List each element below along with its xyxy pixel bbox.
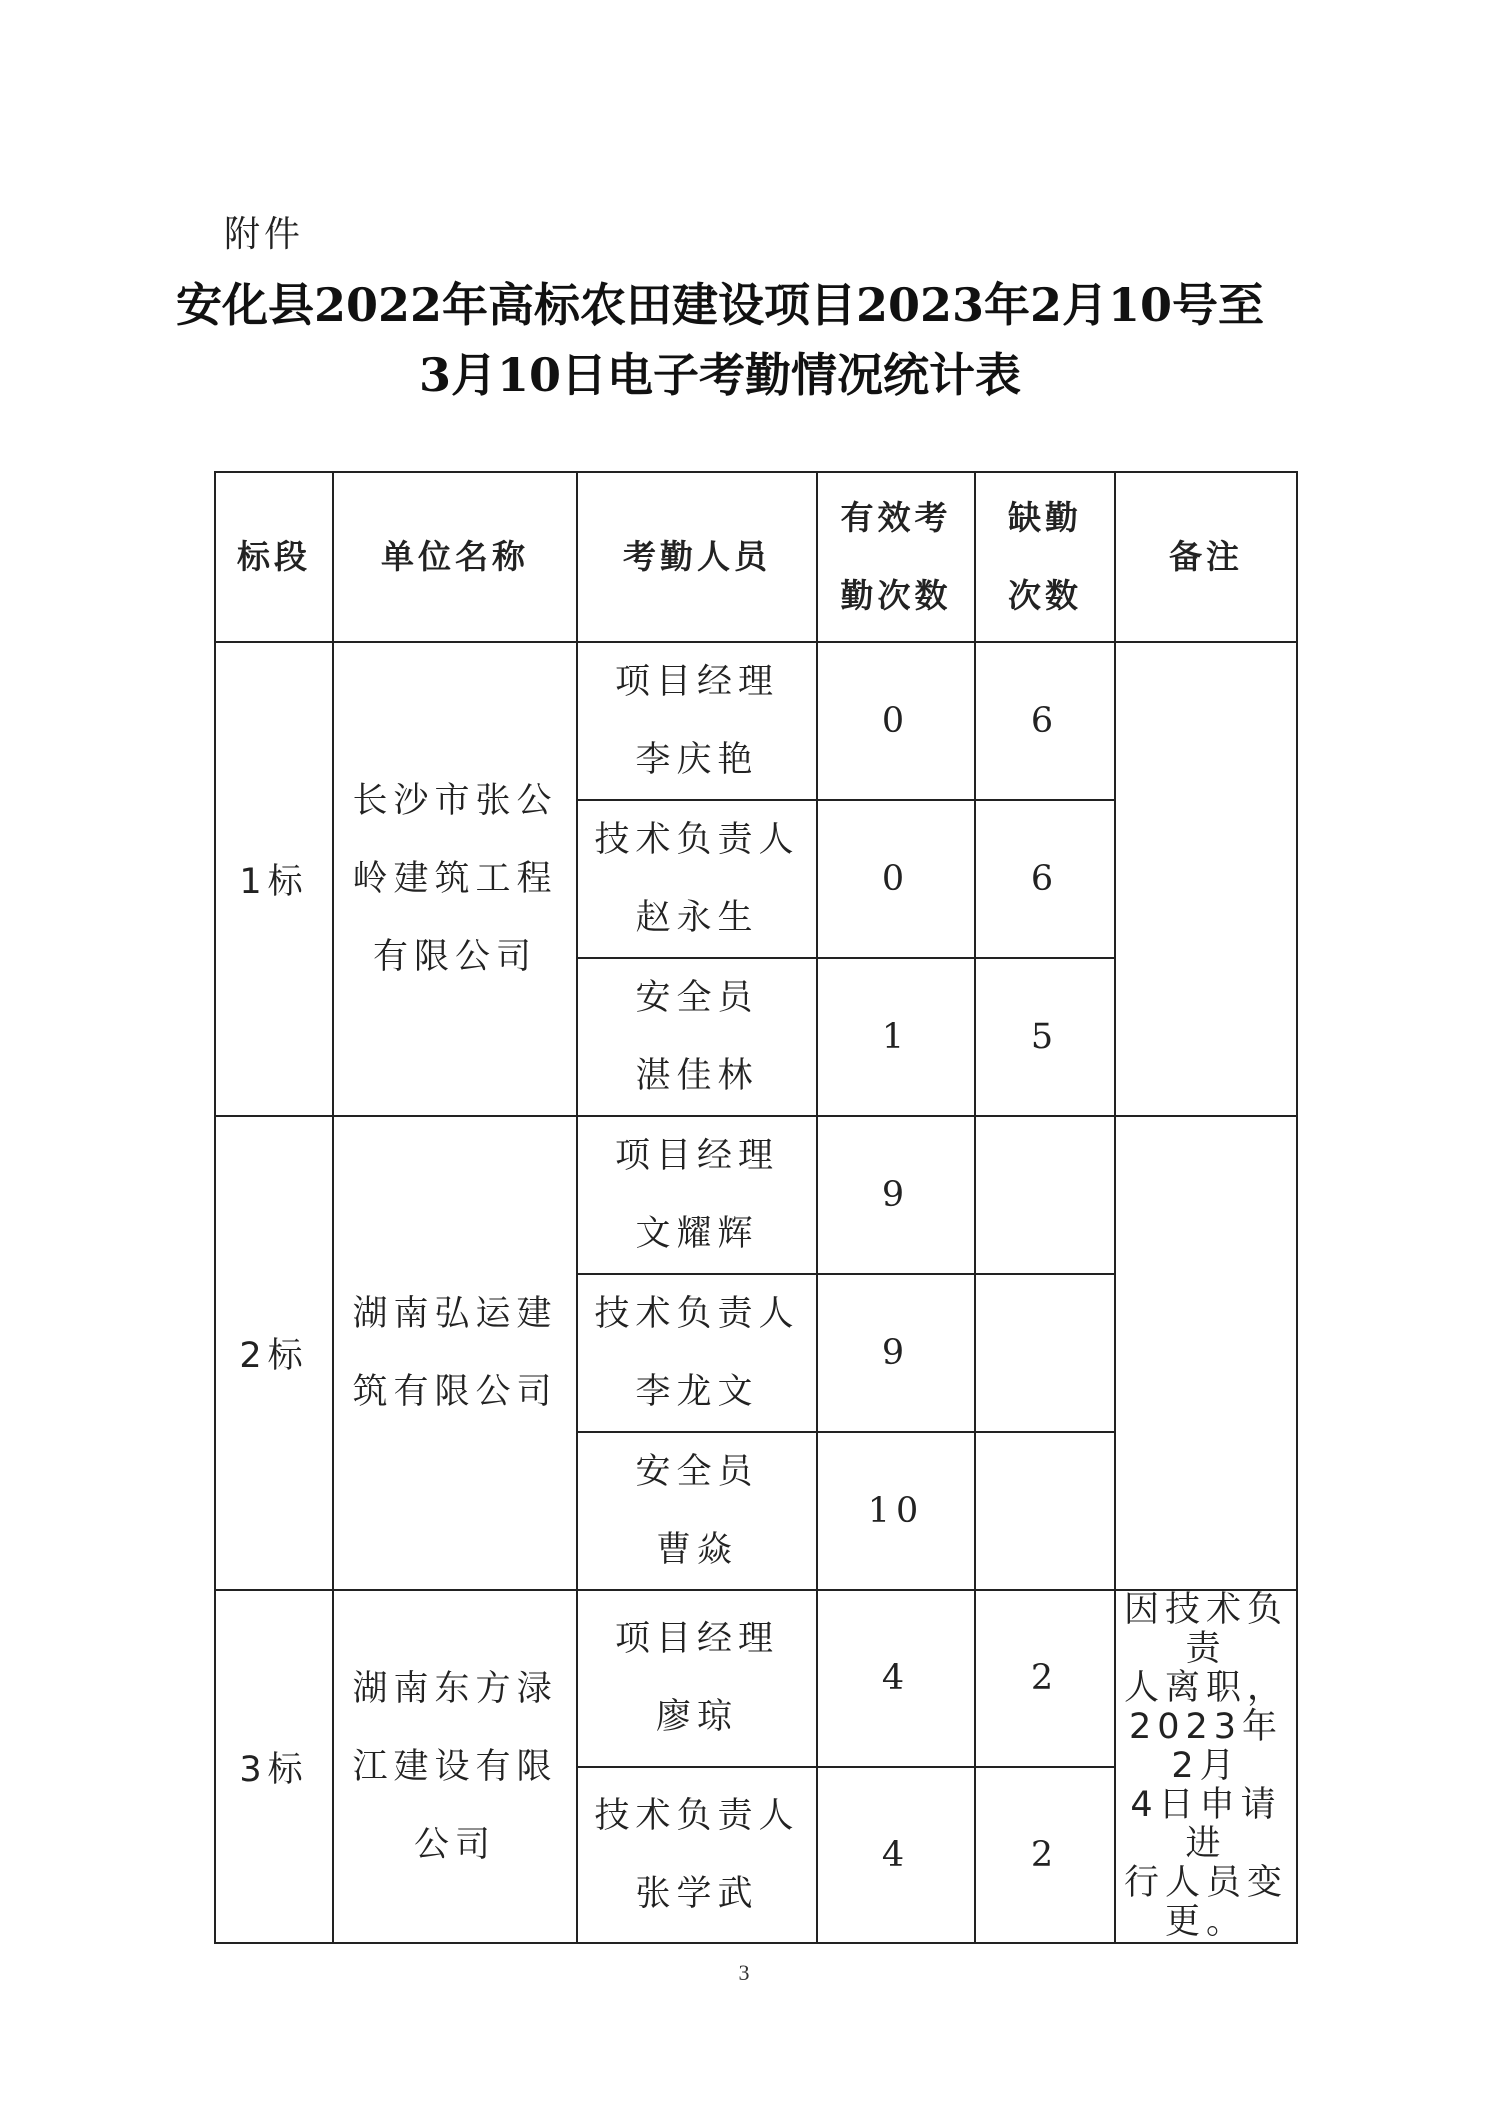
- table-row: [215, 1116, 1297, 1274]
- column-header-section: 标段: [215, 472, 333, 642]
- remark-line: 4日申请进: [1130, 1785, 1282, 1864]
- document-title-line1: 安化县2022年高标农田建设项目2023年2月10号至: [175, 278, 1265, 332]
- absent-count-cell: [975, 1116, 1115, 1274]
- column-header-absent-line1: 缺勤: [1008, 498, 1082, 537]
- personnel-name: 李龙文: [635, 1372, 759, 1412]
- section-cell: 3标: [215, 1590, 333, 1943]
- valid-count-cell: 9: [817, 1116, 975, 1274]
- column-header-company: 单位名称: [333, 472, 577, 642]
- remark-line: 因技术负责: [1124, 1590, 1289, 1669]
- valid-count-cell: 4: [817, 1590, 975, 1767]
- valid-count-cell: 9: [817, 1274, 975, 1432]
- company-line: 岭建筑工程: [352, 859, 558, 899]
- personnel-cell: [577, 1432, 817, 1590]
- personnel-cell: [577, 958, 817, 1116]
- table-row: [215, 642, 1297, 800]
- absent-count-cell: 5: [975, 958, 1115, 1116]
- personnel-role: 项目经理: [614, 662, 779, 702]
- personnel-role: 项目经理: [614, 1136, 779, 1176]
- company-cell: [333, 1116, 577, 1590]
- attendance-table: [214, 471, 1298, 1944]
- personnel-role: 安全员: [635, 1452, 759, 1492]
- table-row: [215, 1590, 1297, 1767]
- personnel-cell: [577, 1590, 817, 1767]
- personnel-name: 曹焱: [655, 1530, 738, 1570]
- personnel-name: 廖琼: [655, 1697, 738, 1738]
- valid-count-cell: 0: [817, 642, 975, 800]
- personnel-role: 技术负责人: [594, 1294, 800, 1334]
- column-header-absent-count: [975, 472, 1115, 642]
- company-line: 有限公司: [372, 937, 537, 977]
- absent-count-cell: [975, 1432, 1115, 1590]
- company-line: 筑有限公司: [352, 1372, 558, 1412]
- section-cell: 2标: [215, 1116, 333, 1590]
- personnel-name: 文耀辉: [635, 1214, 759, 1254]
- company-line: 湖南东方渌: [352, 1668, 558, 1709]
- column-header-valid-line1: 有效考: [840, 498, 952, 537]
- column-header-remark: 备注: [1115, 472, 1297, 642]
- remark-line: 行人员变: [1124, 1863, 1289, 1903]
- company-line: 江建设有限: [352, 1746, 558, 1787]
- absent-count-cell: 6: [975, 642, 1115, 800]
- document-title-line2: 3月10日电子考勤情况统计表: [418, 348, 1022, 402]
- remark-line: 人离职，: [1124, 1668, 1289, 1708]
- valid-count-cell: 4: [817, 1767, 975, 1944]
- valid-count-cell: 0: [817, 800, 975, 958]
- personnel-role: 技术负责人: [594, 1795, 800, 1836]
- remark-line: 2023年2月: [1128, 1707, 1284, 1786]
- company-line: 湖南弘运建: [352, 1294, 558, 1334]
- remark-cell: [1115, 1590, 1297, 1943]
- company-line: 长沙市张公: [352, 781, 558, 821]
- column-header-valid-line2: 勤次数: [840, 576, 952, 615]
- personnel-role: 安全员: [635, 978, 759, 1018]
- table-header-row: [215, 472, 1297, 642]
- column-header-absent-line2: 次数: [1008, 576, 1082, 615]
- personnel-cell: [577, 1116, 817, 1274]
- company-cell: [333, 1590, 577, 1943]
- company-line: 公司: [413, 1824, 496, 1865]
- personnel-name: 湛佳林: [635, 1056, 759, 1096]
- personnel-role: 项目经理: [614, 1619, 779, 1660]
- remark-cell: [1115, 642, 1297, 1116]
- page-number: 3: [738, 1960, 750, 1985]
- absent-count-cell: 2: [975, 1590, 1115, 1767]
- personnel-role: 技术负责人: [594, 820, 800, 860]
- personnel-name: 赵永生: [635, 898, 759, 938]
- personnel-cell: [577, 800, 817, 958]
- personnel-cell: [577, 1274, 817, 1432]
- personnel-name: 李庆艳: [635, 740, 759, 780]
- absent-count-cell: [975, 1274, 1115, 1432]
- valid-count-cell: 1: [817, 958, 975, 1116]
- valid-count-cell: 10: [817, 1432, 975, 1590]
- personnel-name: 张学武: [635, 1873, 759, 1914]
- personnel-cell: [577, 1767, 817, 1944]
- remark-cell: [1115, 1116, 1297, 1590]
- company-cell: [333, 642, 577, 1116]
- absent-count-cell: 6: [975, 800, 1115, 958]
- personnel-cell: [577, 642, 817, 800]
- attachment-label: 附件: [224, 214, 305, 255]
- column-header-valid-count: [817, 472, 975, 642]
- remark-line: 更。: [1164, 1902, 1247, 1942]
- absent-count-cell: 2: [975, 1767, 1115, 1944]
- column-header-personnel: 考勤人员: [577, 472, 817, 642]
- section-cell: 1标: [215, 642, 333, 1116]
